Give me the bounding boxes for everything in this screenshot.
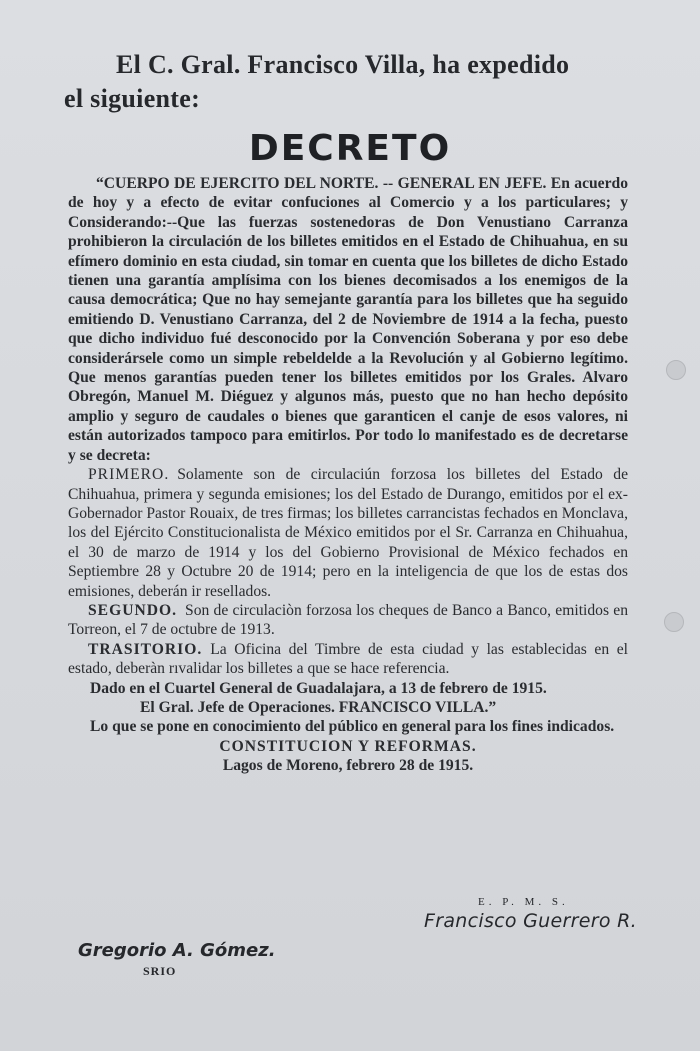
decree-body (68, 174, 628, 776)
epms-abbreviation: E. P. M. S. (478, 896, 569, 908)
primero-text: Solamente son de circulaciún forzosa los billetes del Estado de Chihuahua, primera y segunda emisiones; los del Estado de Durango, emitidos por el ex-Gobernador Pastor Rouaix, de tres firmas; los billetes carrancistas fechados en Monclava, los del Ejército Constitucionalista de México emitidos por el Sr. Carranza en Chihuahua, el 30 de marzo de 1914 y los del Gobierno Provisional de México fechados en Septiembre 28 y Octubre 20 de 1914; pero en la inteligencia de que los de estas dos emisiones, deberán ir resellados. (68, 466, 628, 600)
heading-line-2: el siguiente: (64, 84, 201, 113)
article-primero (68, 465, 628, 601)
document-heading (64, 48, 634, 116)
primero-label: PRIMERO. (88, 466, 170, 484)
gomez-signature: Gregorio A. Gómez. (78, 940, 276, 961)
punch-hole-lower (664, 612, 684, 632)
heading-line-1: El C. Gral. Francisco Villa, ha expedido (116, 50, 570, 79)
preamble-paragraph: “CUERPO DE EJERCITO DEL NORTE. -- GENERAL EN JEFE. En acuerdo de hoy y a efecto de evitar confuciones al Comercio y a los particulares; y Considerando:--Que las fuerzas sostenedoras de Don Venustiano Carranza prohibieron la circulación de los billetes emitidos en el Estado de Chihuahua, en su efímero dominio en esta ciudad, sin tomar en cuenta que los billetes de dicho Estado tienen una garantía amplísima con los bienes decomisados a los enemigos de la causa democrática; Que no hay semejante garantía para los billetes que ha seguido emitiendo D. Venustiano Carranza, del 2 de Noviembre de 1914 a la fecha, puesto que dicho individuo fué desconocido por la Convención Soberana y por eso debe considerársele como un simple rebeldelde a la Revolución y al Gobierno legítimo. Que menos garantías pueden tener los billetes emitidos por los Grales. Alvaro Obregón, Manuel M. Diéguez y algunos más, puesto que no han hecho depósito amplio y seguro de caudales o bienes que garanticen el canje de esos valores, ni están autorizados tampoco para emitirlos. Por todo lo manifestado es de decretarse y se decreta: (68, 175, 628, 464)
punch-hole-upper (666, 360, 686, 380)
place-date-line: Lagos de Moreno, febrero 28 de 1915. (222, 757, 474, 775)
segundo-text: Son de circulaciòn forzosa los cheques de Banco a Banco, emitidos en Torreon, el 7 de octubre de 1913. (68, 601, 628, 639)
transitorio-text: La Oficina del Timbre de esta ciudad y las establecidas en el estado, deberàn rıvalidar los billetes a que se hace referencia. (68, 640, 628, 678)
article-segundo (68, 601, 628, 640)
segundo-label: SEGUNDO. (88, 601, 178, 619)
issued-at-line: Dado en el Cuartel General de Guadalajara, a 13 de febrero de 1915. (90, 679, 547, 697)
chief-signature-line: El Gral. Jefe de Operaciones. FRANCISCO VILLA.” (140, 698, 497, 716)
decree-title: DECRETO (248, 128, 452, 169)
notice-paragraph: Lo que se pone en conocimiento del público en general para los fines indicados. (90, 718, 615, 736)
article-transitorio (68, 640, 628, 679)
motto-line: CONSTITUCION Y REFORMAS. (219, 737, 477, 755)
transitorio-label: TRASITORIO. (88, 640, 203, 658)
guerrero-signature: Francisco Guerrero R. (424, 910, 637, 932)
secretary-label: SRIO (143, 964, 177, 978)
